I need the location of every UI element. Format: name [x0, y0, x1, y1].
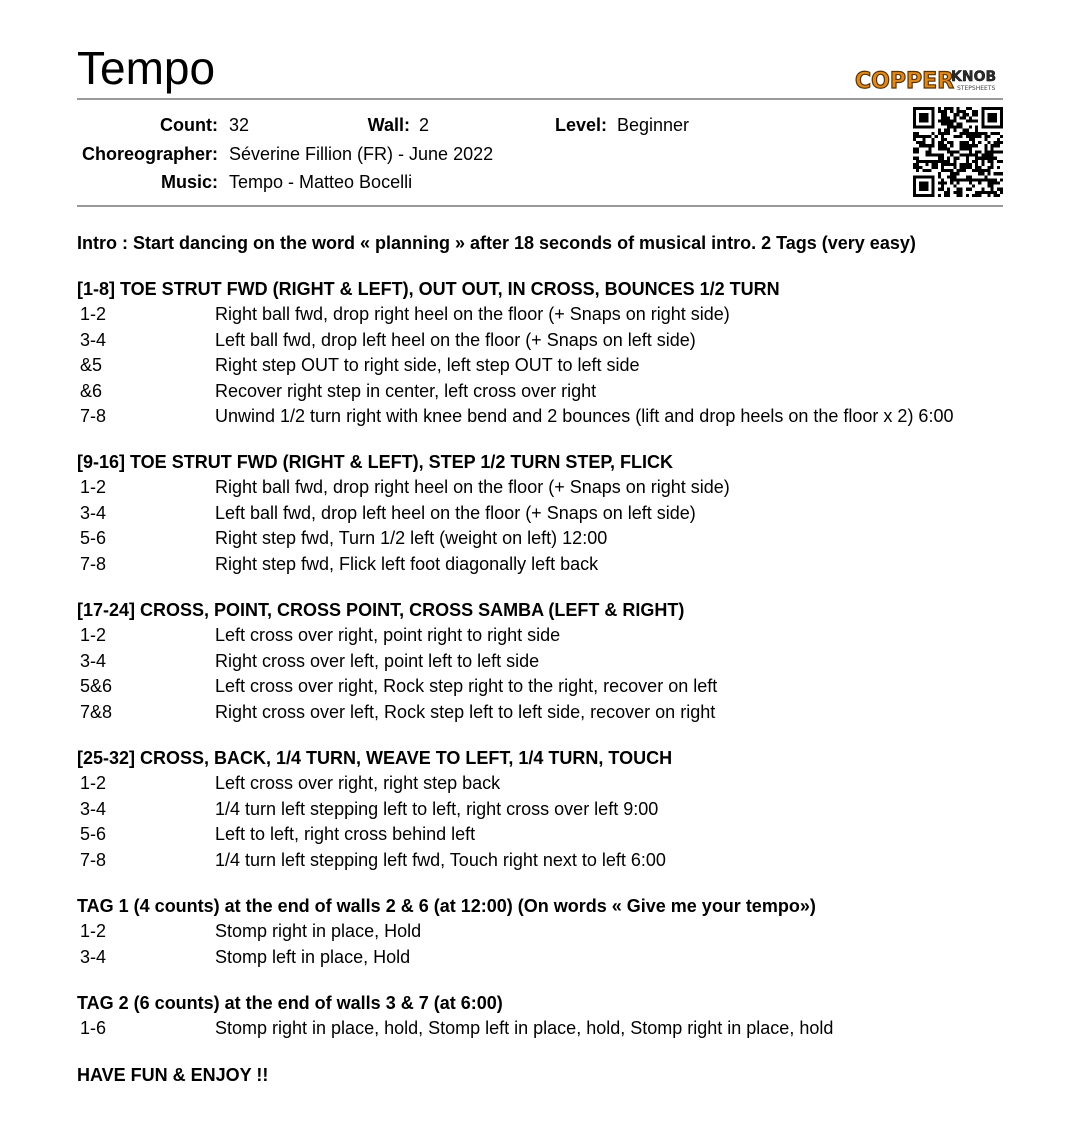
step-count: 7-8	[80, 553, 107, 574]
step-description: Stomp right in place, hold, Stomp left in place, hold, Stomp right in place, hold	[215, 1018, 834, 1038]
step-row	[77, 674, 1017, 700]
step-count: 1-2	[80, 304, 107, 324]
step-row	[77, 353, 1017, 379]
step-description: Right cross over left, Rock step left to left side, recover on right	[215, 701, 716, 722]
step-description: Right step fwd, Flick left foot diagonally left back	[215, 553, 599, 574]
step-row	[77, 623, 1017, 649]
step-count: 1-2	[80, 921, 107, 941]
level-label: Level:	[554, 115, 607, 135]
choreographer-label: Choreographer:	[81, 144, 218, 164]
step-description: Left to left, right cross behind left	[215, 824, 476, 845]
section-1	[77, 278, 1017, 430]
step-count: 1-2	[80, 477, 107, 497]
svg-text:COPPER: COPPER	[855, 69, 955, 94]
svg-text:KNOB: KNOB	[951, 69, 997, 85]
section-title: [1-8] TOE STRUT FWD (RIGHT & LEFT), OUT OUT, IN CROSS, BOUNCES 1/2 TURN	[77, 279, 780, 299]
qr-code-icon	[913, 107, 1003, 197]
step-count: 3-4	[80, 798, 107, 819]
step-description: Unwind 1/2 turn right with knee bend and 2 bounces (lift and drop heels on the floor x 2) 6:00	[215, 406, 954, 427]
step-row	[77, 501, 1017, 527]
step-description: Stomp right in place, Hold	[215, 921, 422, 941]
step-description: Right ball fwd, drop right heel on the floor (+ Snaps on right side)	[215, 477, 730, 497]
step-row	[77, 919, 1017, 945]
section-3	[77, 599, 1017, 725]
count-value: 32	[229, 115, 250, 135]
step-description: Right ball fwd, drop right heel on the floor (+ Snaps on right side)	[215, 304, 730, 324]
step-description: Right step OUT to right side, left step OUT to left side	[215, 355, 640, 376]
wall-value: 2	[419, 115, 430, 135]
step-description: Right cross over left, point left to left side	[215, 650, 540, 671]
section-title: [17-24] CROSS, POINT, CROSS POINT, CROSS SAMBA (LEFT & RIGHT)	[77, 600, 685, 620]
step-row	[77, 822, 1017, 848]
step-row	[77, 404, 1017, 430]
step-description: Left cross over right, right step back	[215, 773, 501, 793]
step-count: 7-8	[80, 849, 107, 870]
step-count: 1-6	[80, 1018, 107, 1038]
step-count: 1-2	[80, 773, 107, 793]
step-description: Left ball fwd, drop left heel on the floor (+ Snaps on left side)	[215, 329, 696, 350]
step-count: 3-4	[80, 502, 107, 523]
section-title: TAG 1 (4 counts) at the end of walls 2 & 6 (at 12:00) (On words « Give me your tempo»)	[77, 896, 816, 916]
step-row	[77, 700, 1017, 726]
section-title: TAG 2 (6 counts) at the end of walls 3 & 7 (at 6:00)	[77, 993, 503, 1013]
section-5	[77, 895, 1017, 970]
step-count: 3-4	[80, 329, 107, 350]
section-2	[77, 451, 1017, 577]
step-count: &6	[80, 380, 103, 401]
count-label: Count:	[160, 115, 218, 135]
section-4	[77, 747, 1017, 873]
step-description: Left cross over right, Rock step right to the right, recover on left	[215, 676, 718, 697]
step-description: 1/4 turn left stepping left to left, right cross over left 9:00	[215, 798, 659, 819]
step-count: 3-4	[80, 650, 107, 671]
choreographer-value: Séverine Fillion (FR) - June 2022	[229, 144, 494, 164]
step-row	[77, 379, 1017, 405]
step-count: 7&8	[80, 701, 113, 722]
section-title: [9-16] TOE STRUT FWD (RIGHT & LEFT), STEP 1/2 TURN STEP, FLICK	[77, 452, 674, 472]
step-row	[77, 649, 1017, 675]
section-6	[77, 992, 1017, 1042]
step-description: Recover right step in center, left cross over right	[215, 380, 597, 401]
closing-text: HAVE FUN & ENJOY !!	[77, 1065, 269, 1085]
section-title: [25-32] CROSS, BACK, 1/4 TURN, WEAVE TO LEFT, 1/4 TURN, TOUCH	[77, 748, 673, 768]
step-count: 1-2	[80, 625, 107, 645]
page-title: Tempo	[77, 42, 216, 94]
step-count: 5-6	[80, 824, 107, 845]
step-count: &5	[80, 355, 103, 376]
music-value: Tempo - Matteo Bocelli	[229, 172, 413, 192]
svg-text:STEPSHEETS: STEPSHEETS	[957, 85, 996, 92]
step-count: 7-8	[80, 406, 107, 427]
header-divider	[77, 98, 1003, 100]
intro-text: Intro : Start dancing on the word « planning » after 18 seconds of musical intro. 2 Tags (very easy)	[77, 233, 916, 253]
step-row	[77, 475, 1017, 501]
step-row	[77, 797, 1017, 823]
step-description: Right step fwd, Turn 1/2 left (weight on left) 12:00	[215, 528, 608, 549]
step-row	[77, 328, 1017, 354]
step-description: Left ball fwd, drop left heel on the floor (+ Snaps on left side)	[215, 502, 696, 523]
step-count: 5-6	[80, 528, 107, 549]
step-count: 5&6	[80, 676, 113, 697]
step-description: Left cross over right, point right to right side	[215, 625, 561, 645]
wall-label: Wall:	[367, 115, 410, 135]
step-description: Stomp left in place, Hold	[215, 946, 411, 967]
copperknob-logo	[853, 66, 1003, 94]
music-label: Music:	[160, 172, 218, 192]
meta-divider	[77, 205, 1003, 207]
step-description: 1/4 turn left stepping left fwd, Touch right next to left 6:00	[215, 849, 666, 870]
step-row	[77, 1016, 1017, 1042]
level-value: Beginner	[617, 115, 690, 135]
step-row	[77, 552, 1017, 578]
step-row	[77, 302, 1017, 328]
step-row	[77, 771, 1017, 797]
step-row	[77, 526, 1017, 552]
step-row	[77, 848, 1017, 874]
step-row	[77, 945, 1017, 971]
step-count: 3-4	[80, 946, 107, 967]
